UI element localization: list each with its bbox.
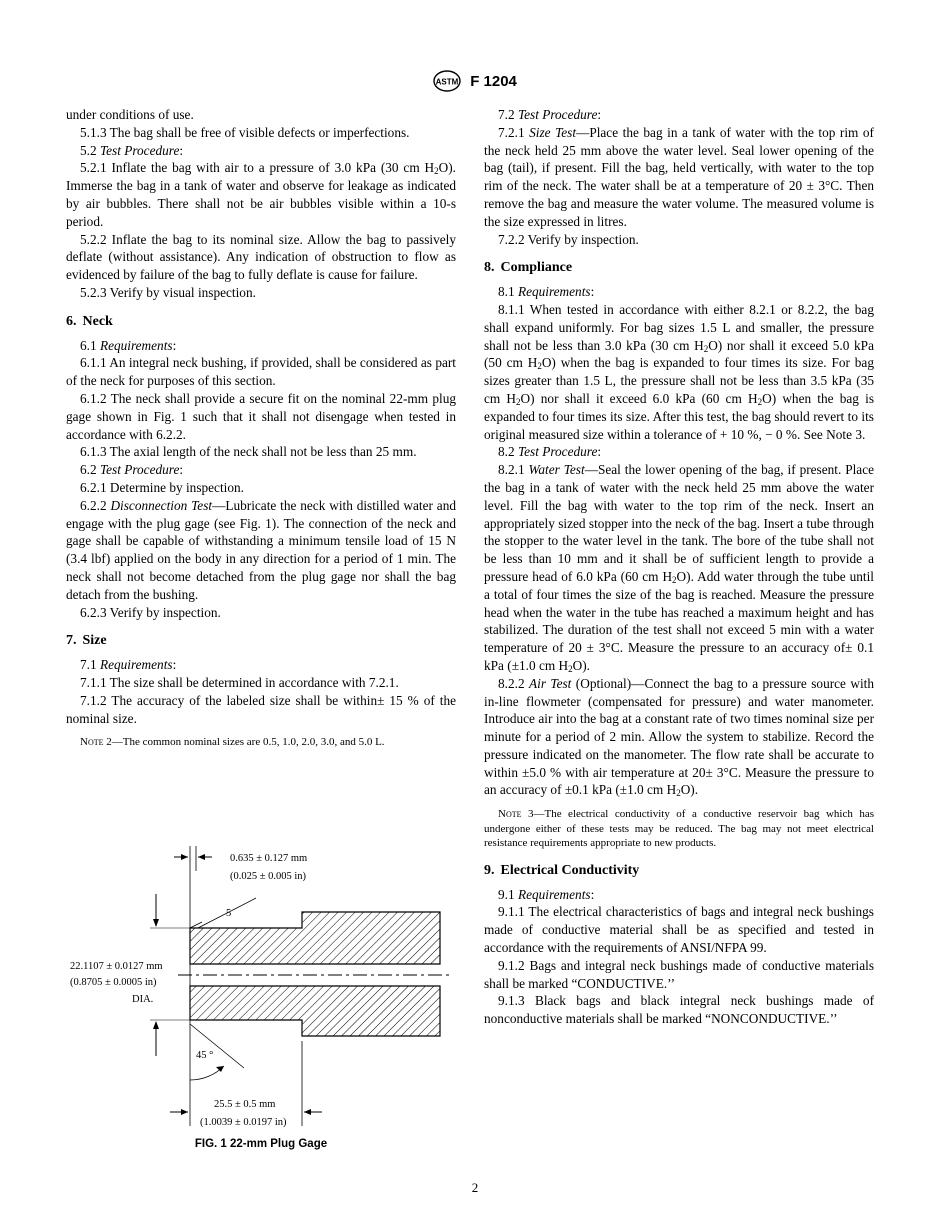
paragraph-6-2-3: 6.2.3 Verify by inspection. — [80, 604, 221, 620]
paragraph-8-2-2: 8.2.2 Air Test (Optional)—Connect the bag to a pressure source with in-line flowmeter (compensated for pressure) and water manometer. Introduce air into the bag at a constant rate of two times nominal size per minute for a period of 2 min. Allow the system to stabilize. Record the pressure indicated on the manometer. The flow rate shall be accurate to within ±5.0 % with air temperature at 20± 3°C. Measure the pressure to an accuracy of ±0.1 kPa (±1.0 cm $H_2O$). — [484, 675, 875, 799]
left-column — [66, 106, 456, 760]
paragraph-6-1-2: 6.1.2 The neck shall provide a secure fit on the nominal 22-mm plug gage shown in Fig. 1 such that it shall not disengage when tested in accordance with 6.2.2. — [66, 390, 456, 442]
astm-logo-text: ASTM — [435, 77, 459, 87]
chamfer-label: 5 — [226, 908, 232, 919]
section-6-heading: 6. Neck — [66, 313, 113, 329]
note-3: Note 3—The electrical conductivity of a conductive reservoir bag which has undergone either of these tests may be reduced. The bag may not meet electrical resistance requirements appropriate to new products. — [484, 808, 874, 850]
dia-mm: 22.1107 ± 0.0127 mm — [70, 961, 163, 972]
paragraph-6-1-3: 6.1.3 The axial length of the neck shall not be less than 25 mm. — [80, 444, 417, 460]
paragraph-7-2-2: 7.2.2 Verify by inspection. — [498, 231, 639, 247]
paragraph-9-1-1: 9.1.1 The electrical characteristics of bags and integral neck bushings made of conductive material shall be as specified and tested in accordance with the requirements of ANSI/NFPA 99. — [484, 904, 874, 955]
dia-label: DIA. — [132, 994, 154, 1005]
paragraph-8-1-1: 8.1.1 When tested in accordance with either 8.2.1 or 8.2.2, the bag shall expand uniformly. For bag sizes 1.5 L and smaller, the pressure shall not be less than 3.0 kPa (30 cm $H_2O$) nor shall it exceed 5.0 kPa (50 cm $H_2O$) when the bag is expanded to four times its size. For bag sizes greater than 1.5 L, the pressure shall not be less than 3.5 kPa (35 cm $H_2O$) nor shall it exceed 6.0 kPa (60 cm $H_2O$) when the bag is expanded to four times its size. After this test, the bag should revert to its original measured size within a tolerance of + 10 %, − 0 %. See Note 3. — [484, 301, 875, 442]
paragraph-7-2-1: 7.2.1 Size Test—Place the bag in a tank of water with the top rim of the neck held 25 mm above the water level. Seal lower opening of the bag (tail), if present. Fill the bag, held vertically, with water to the top rim of the neck. The water shall be at a temperature of 20 ± 3°C. Then remove the bag and measure the water volume. The measured volume is the size expressed in litres. — [484, 124, 874, 229]
dia-in: (0.8705 ± 0.0005 in) — [70, 977, 157, 988]
paragraph-5-2: 5.2 Test Procedure: — [80, 142, 184, 158]
dim-top-mm: 0.635 ± 0.127 mm — [230, 853, 308, 864]
paragraph-9-1-3: 9.1.3 Black bags and black integral neck bushings made of nonconductive materials shall be marked “NONCONDUCTIVE.’’ — [484, 993, 874, 1027]
paragraph-7-2: 7.2 Test Procedure: — [498, 107, 602, 122]
paragraph-5-2-2: 5.2.2 Inflate the bag to its nominal size. Allow the bag to passively deflate (without assistance). Any indication of obstruction to flow as evidenced by failure of the bag to fully deflate is cause for failure. — [66, 231, 456, 283]
figure-plug-gage — [66, 836, 456, 1156]
section-9-heading: 9. Electrical Conductivity — [484, 862, 640, 878]
paragraph-8-2-1: 8.2.1 Water Test—Seal the lower opening of the bag, if present. Place the bag in a tank of water with the neck held 25 mm above the water level. Fill the bag with water to the top rim of the neck. Insert an appropriately sized stopper into the neck of the bag. Insert a tube through the stopper to the water level in the tank. The bore of the tube shall not be less than 10 mm and it shall be of sufficient length to provide a pressure head of 6.0 kPa (60 cm $H_2O$). Add water through the tube until a total of four times the size of the bag is reached. Measure the pressure head when the water in the tube has reached a maximum height and has stabilized. The duration of the test shall not exceed 5 min with a water temperature of 20 ± 3°C. Measure the pressure to an accuracy of± 0.1 kPa (±1.0 cm $H_2O$). — [484, 462, 875, 674]
paragraph-9-1: 9.1 Requirements: — [498, 886, 595, 902]
paragraph-6-1-1: 6.1.1 An integral neck bushing, if provided, shall be considered as part of the neck for purposes of this section. — [66, 355, 456, 389]
len-in: (1.0039 ± 0.0197 in) — [200, 1117, 287, 1128]
paragraph-8-2: 8.2 Test Procedure: — [498, 444, 602, 460]
paragraph-6-2: 6.2 Test Procedure: — [80, 462, 184, 478]
paragraph-8-1: 8.1 Requirements: — [498, 284, 595, 300]
paragraph-6-2-2: 6.2.2 Disconnection Test—Lubricate the neck with distilled water and engage with the plug gage (see Fig. 1). The connection of the neck and gage shall be capable of withstanding a minimum tensile load of 15 N (3.4 lbf) applied on the body in any direction for a period of 1 min. The neck shall not become detached from the plug gage nor shall the bag detach from the bushing. — [66, 497, 456, 602]
standard-designation: F 1204 — [470, 72, 517, 90]
dim-top-in: (0.025 ± 0.005 in) — [230, 871, 307, 882]
page-header — [0, 70, 950, 92]
angle-label: 45 ° — [196, 1050, 214, 1061]
plug-gage-drawing — [66, 836, 456, 1136]
len-mm: 25.5 ± 0.5 mm — [214, 1099, 276, 1110]
paragraph-6-2-1: 6.2.1 Determine by inspection. — [80, 479, 244, 495]
note-2: Note 2—The common nominal sizes are 0.5, 1.0, 2.0, 3.0, and 5.0 L. — [80, 736, 385, 749]
paragraph-7-1: 7.1 Requirements: — [80, 657, 177, 673]
paragraph-7-1-1: 7.1.1 The size shall be determined in accordance with 7.2.1. — [80, 674, 399, 690]
page-number: 2 — [471, 1180, 479, 1195]
section-8-heading: 8. Compliance — [484, 260, 573, 276]
gage-lower-body — [190, 986, 440, 1036]
section-7-heading: 7. Size — [66, 633, 107, 649]
paragraph-5-2-3: 5.2.3 Verify by visual inspection. — [80, 284, 256, 300]
paragraph-intro: under conditions of use. — [66, 107, 194, 122]
right-column — [484, 106, 874, 1028]
astm-logo-icon — [433, 70, 461, 92]
gage-upper-body — [190, 912, 440, 964]
paragraph-7-1-2: 7.1.2 The accuracy of the labeled size shall be within± 15 % of the nominal size. — [66, 692, 456, 726]
paragraph-9-1-2: 9.1.2 Bags and integral neck bushings made of conductive materials shall be marked “CONDUCTIVE.’’ — [484, 957, 874, 991]
paragraph-5-2-1: 5.2.1 Inflate the bag with air to a pressure of 3.0 kPa (30 cm $H_2O$). Immerse the bag in a tank of water and observe for leakage as indicated by air bubbles. There shall not be air bubbles visible within a 10-s period. — [66, 160, 456, 229]
paragraph-5-1-3: 5.1.3 The bag shall be free of visible defects or imperfections. — [80, 124, 410, 140]
figure-caption: FIG. 1 22-mm Plug Gage — [194, 1138, 328, 1150]
paragraph-6-1: 6.1 Requirements: — [80, 337, 177, 353]
